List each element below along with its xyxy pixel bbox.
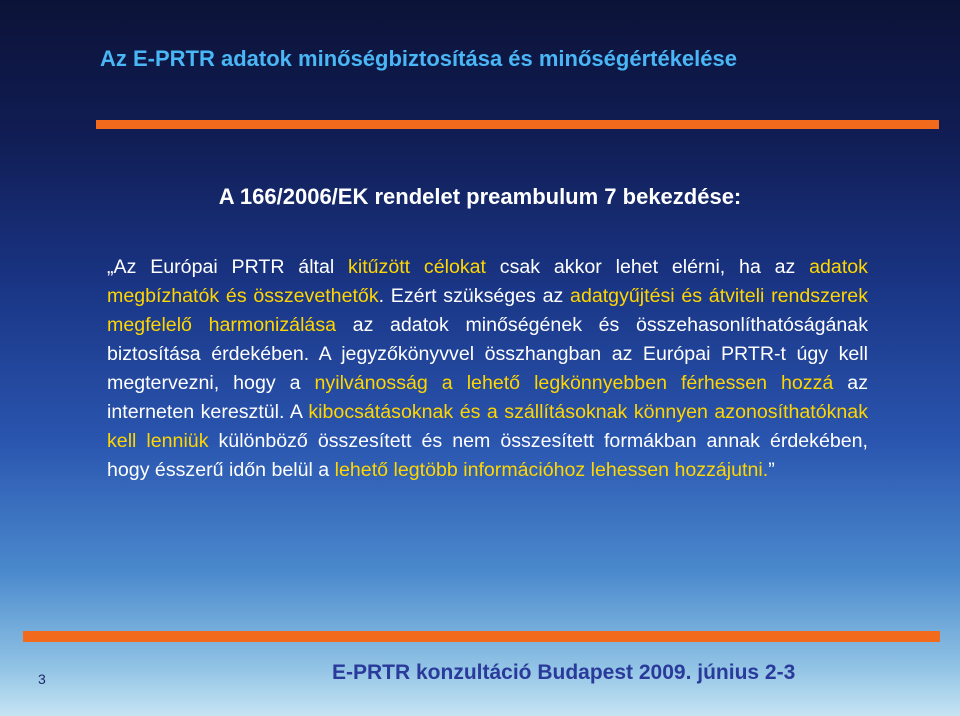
quote-segment: „Az Európai PRTR által: [107, 256, 349, 278]
quote-highlight: adatok megbízhatók és összevethetők: [107, 256, 868, 307]
quote-paragraph: [107, 253, 868, 485]
quote-segment: csak akkor lehet elérni, ha az: [486, 256, 810, 278]
footer-caption: E-PRTR konzultáció Budapest 2009. június 2-3: [332, 661, 796, 684]
quote-segment: . Ezért szükséges az: [378, 285, 571, 307]
slide-title: Az E-PRTR adatok minőségbiztosítása és minőségértékelése: [100, 46, 737, 71]
quote-highlight: kibocsátásoknak és a szállításoknak könnyen azonosíthatóknak kell lenniük: [107, 401, 869, 452]
quote-segment: az interneten keresztül. A: [107, 372, 868, 423]
quote-highlight: adatgyűjtési és átviteli rendszerek megfelelő harmonizálása: [107, 285, 869, 336]
quote-segment: ”: [768, 459, 775, 481]
slide-number: 3: [38, 671, 46, 687]
title-divider: [96, 120, 939, 129]
quote-highlight: kitűzött célokat: [348, 256, 486, 278]
slide-subtitle: A 166/2006/EK rendelet preambulum 7 bekezdése:: [218, 184, 742, 209]
quote-segment: különböző összesített és nem összesített formákban annak érdekében, hogy ésszerű időn belül a: [107, 430, 868, 481]
quote-highlight: lehető legtöbb információhoz lehessen hozzájutni.: [334, 459, 769, 481]
quote-segment: az adatok minőségének és összehasonlíthatóságának biztosítása érdekében. A jegyzőkönyvvel összhangban az Európai PRTR-t úgy kell megtervezni, hogy a: [107, 314, 869, 394]
footer-divider: [23, 631, 940, 642]
quote-highlight: nyilvánosság a lehető legkönnyebben férhessen hozzá: [314, 372, 834, 394]
